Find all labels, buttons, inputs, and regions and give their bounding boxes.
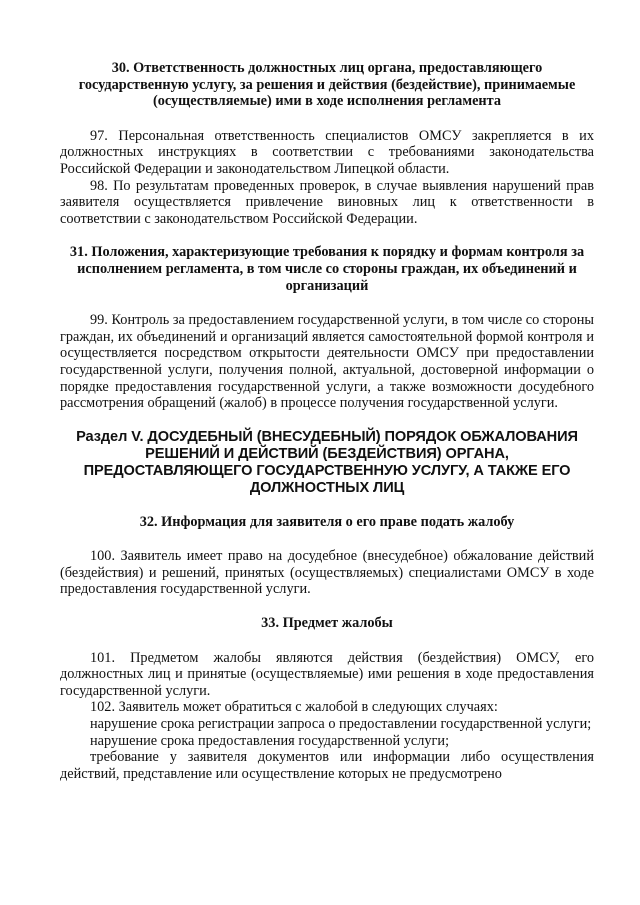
- case-item: нарушение срока предоставления государственной услуги;: [90, 732, 450, 749]
- paragraph-101: 101. Предметом жалобы являются действия (бездействия) ОМСУ, его должностных лиц и принятые (осуществляемые) ими решения в ходе предоставления государственной услуги.: [60, 649, 594, 699]
- paragraph-97: 97. Персональная ответственность специалистов ОМСУ закрепляется в их должностных инструкциях в соответствии с требованиями законодательства Российской Федерации и законодательством Липецкой области.: [60, 127, 594, 177]
- paragraph-102: 102. Заявитель может обратиться с жалобой в следующих случаях:: [90, 699, 498, 716]
- paragraph-99: 99. Контроль за предоставлением государственной услуги, в том числе со стороны граждан, их объединений и организаций является самостоятельной формой контроля и осуществляется посредством открытости деятельности ОМСУ при предоставлении государственной услуги, получения полной, актуальной, достоверной информации о порядке предоставления государственной услуги, а также возможности досудебного рассмотрения обращений (жалоб) в процессе получения государственной услуги.: [60, 312, 594, 412]
- heading-33: 33. Предмет жалобы: [261, 615, 393, 632]
- heading-30: 30. Ответственность должностных лиц органа, предоставляющего государственную услугу, за решения и действия (бездействие), принимаемые (осуществляемые) ими в ходе исполнения регламента: [78, 60, 576, 110]
- case-item: требование у заявителя документов или информации либо осуществления действий, представление или осуществление которых не предусмотрено: [60, 749, 594, 782]
- paragraph-98: 98. По результатам проведенных проверок, в случае выявления нарушений прав заявителя осуществляется привлечение виновных лиц к ответственности в соответствии с законодательством Российской Федерации.: [60, 177, 594, 227]
- section-5-title: Раздел V. ДОСУДЕБНЫЙ (ВНЕСУДЕБНЫЙ) ПОРЯДОК ОБЖАЛОВАНИЯ РЕШЕНИЙ И ДЕЙСТВИЙ (БЕЗДЕЙСТВИЯ) ОРГАНА, ПРЕДОСТАВЛЯЮЩЕГО ГОСУДАРСТВЕННУЮ УСЛУГУ, А ТАКЖЕ ЕГО ДОЛЖНОСТНЫХ ЛИЦ: [76, 428, 578, 496]
- heading-32: 32. Информация для заявителя о его праве подать жалобу: [139, 513, 515, 530]
- case-item: нарушение срока регистрации запроса о предоставлении государственной услуги;: [90, 716, 592, 733]
- document-page: [60, 60, 594, 782]
- heading-31: 31. Положения, характеризующие требования к порядку и формам контроля за исполнением регламента, в том числе со стороны граждан, их объединений и организаций: [69, 244, 585, 294]
- paragraph-100: 100. Заявитель имеет право на досудебное (внесудебное) обжалование действий (бездействия) и решений, принятых (осуществляемых) специалистами ОМСУ в ходе предоставления государственной услуги.: [60, 548, 594, 598]
